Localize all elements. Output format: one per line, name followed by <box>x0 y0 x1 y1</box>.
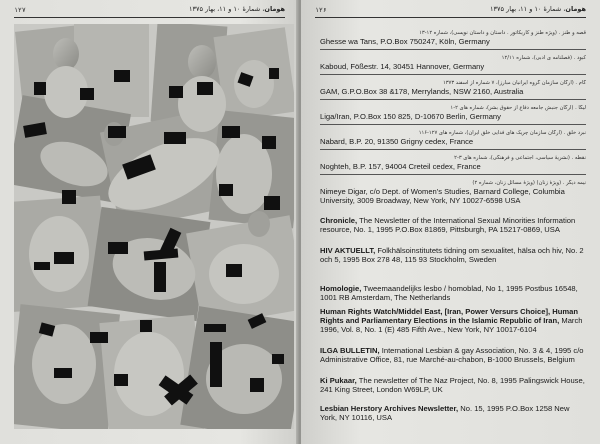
censor-bar <box>226 264 242 277</box>
censor-bar <box>34 262 50 270</box>
censor-bar <box>219 184 233 196</box>
photo-collage <box>14 24 294 429</box>
censor-bar <box>108 242 128 254</box>
list-item: Chronicle, The Newsletter of the International Sexual Minorities Information resource, No. 1, 1995 P.O.Box 81869, Pittsburgh, PA 15217-0869, USA <box>320 216 576 235</box>
censor-bar <box>164 132 186 144</box>
censor-bar <box>197 82 213 95</box>
censor-bar <box>114 374 128 386</box>
list-item: ILGA BULLETIN, International Lesbian & gay Association, No. 3 & 4, 1995 c/o Administrative Office, 81, rue Marché-au-chabon, B-1000 Brussels, Belgium <box>320 346 584 365</box>
list-item: قصه و طنز . (ویژه طنز و کاریکاتور . داستان و داستان نویسی)، شماره ۱۲-۱۳ Ghesse wa Tans, P.O.Box 750247, Köln, Germany <box>320 30 586 50</box>
censor-bar <box>90 332 108 343</box>
entry-divider <box>320 74 586 75</box>
list-item: لیگا . (ارگان جنبش جامعه دفاع از حقوق بشر)، شماره های ۲-۱ Liga/Iran, P.O.Box 150 825, D-10670 Berlin, Germany <box>320 105 586 125</box>
list-item: نقطه . (نشریهٔ سیاسی، اجتماعی و فرهنگی)، شماره های ۳-۲ Noghteh, B.P. 157, 94004 Creteil cedex, France <box>320 155 586 175</box>
right-issue-info: ، شمارهٔ ۱۰ و ۱۱، بهار ۱۳۷۵ <box>490 5 566 13</box>
censor-bar <box>169 86 183 98</box>
censor-bar <box>54 368 72 378</box>
left-running-title <box>189 5 285 13</box>
censor-bar <box>264 196 280 210</box>
censor-bar <box>222 126 240 138</box>
right-running-title <box>490 5 586 13</box>
entry-divider <box>320 49 586 50</box>
list-item: Ki Pukaar, The newsletter of The Naz Project, No. 8, 1995 Palingswick House, 241 King Street, London W69LP, UK <box>320 376 585 395</box>
censor-bar <box>204 324 226 332</box>
censor-bar <box>272 354 284 364</box>
list-item: HIV AKTUELLT, Folkhälsoinstitutets tidning om sexualitet, hälsa och hiv, No. 2 och 5, 1995 Box 278 48, 115 93 Stockholm, Sweden <box>320 246 584 265</box>
list-item: نبرد خلق . (ارگان سازمان چریک های فدایی خلق ایران)، شماره های ۱۲۷-۱۱۶ Nabard, B.P. 20, 91350 Grigny cedex, France <box>320 130 586 150</box>
censor-bar <box>210 342 222 387</box>
left-issue-info: ، شمارهٔ ۱۰ و ۱۱، بهار ۱۳۷۵ <box>189 5 265 13</box>
entry-divider <box>320 99 586 100</box>
entry-divider <box>320 174 586 175</box>
right-journal-name: هومان <box>565 5 586 13</box>
list-item: نیمه دیگر . (ویژهٔ زنان) (ویژهٔ مسائل زنان، شماره ۲) Nimeye Digar, c/o Dept. of Women's Studies, Barnard College, Columbia University, 3009 Broadway, New York, NY 10027-6598 USA <box>320 180 586 206</box>
censor-bar <box>262 136 276 149</box>
list-item: Homologie, Tweemaandelijks lesbo / homoblad, No 1, 1995 Postbus 16548, 1001 RB Amsterdam, The Netherlands <box>320 284 578 303</box>
left-journal-name: هومان <box>264 5 285 13</box>
list-item: Human Rights Watch/Middel East, [Iran, Power Versurs Choice], Human Rights and Parliamentary Elections in the Islamic Republic of Iran, March 1996, Vol. 8, No. 1 (E) 485 Fifth Ave., New York, NY 10017-6104 <box>320 307 583 335</box>
censor-bar <box>140 320 152 332</box>
entry-divider <box>320 124 586 125</box>
censor-bar <box>54 252 74 264</box>
list-item: Lesbian Herstory Archives Newsletter, No. 15, 1995 P.O.Box 1258 New York, NY 10116, USA <box>320 404 570 423</box>
censor-bar <box>114 70 130 82</box>
left-page <box>0 0 299 444</box>
left-page-header <box>14 5 285 18</box>
entry-divider <box>320 149 586 150</box>
censor-bar <box>250 378 264 392</box>
censor-bar <box>269 68 279 79</box>
censor-bar <box>34 82 46 95</box>
censor-bar <box>80 88 94 100</box>
censor-bar <box>62 190 76 204</box>
censor-bar <box>154 262 166 292</box>
censor-bar <box>108 126 126 138</box>
right-page-header <box>315 5 586 18</box>
list-item: گام . (ارگان سازمان گروه ایرانیان مبارز)، ۷ شماره از اسفند ۱۳۷۳ GAM, G.P.O.Box 38 &178, Merrylands, NSW 2160, Australia <box>320 80 586 100</box>
list-item: کبود . (فصلنامه ی ادبی)، شماره ۱۲/۱۱ Kaboud, Fößestr. 14, 30451 Hannover, Germany <box>320 55 586 75</box>
right-page-number: ۱۲۶ <box>315 6 327 14</box>
left-page-number: ۱۲۷ <box>14 6 26 14</box>
